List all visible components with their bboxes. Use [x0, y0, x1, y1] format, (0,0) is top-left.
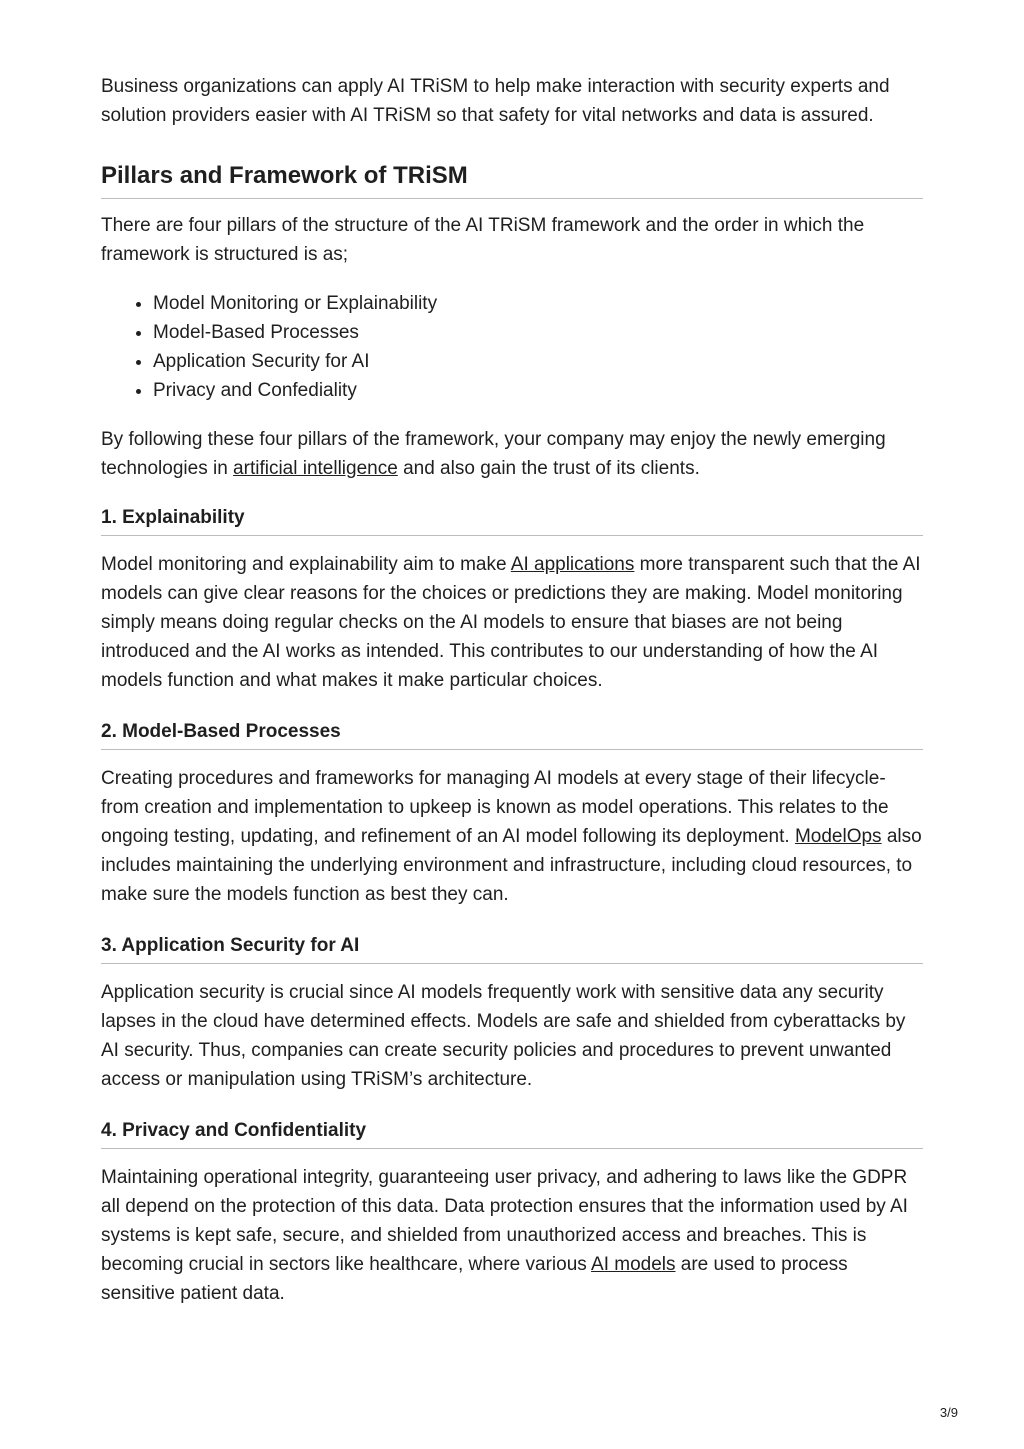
- paragraph-text: Creating procedures and frameworks for managing AI models at every stage of their lifecycle- from creation and implementation to upkeep is known as model operations. This relates to the ongoing testing, updating, and refinement of an AI model following its deployment.: [101, 768, 889, 847]
- paragraph-text: By following these four pillars of the framework, your company may enjoy the newly emerging technologies in: [101, 429, 886, 479]
- application-security-paragraph: Application security is crucial since AI models frequently work with sensitive data any security lapses in the cloud have determined effects. Models are safe and shielded from cyberattacks by AI security. Thus, companies can create security policies and procedures to prevent unwanted access or manipulation using TRiSM’s architecture.: [101, 982, 906, 1090]
- section-heading-explainability: 1. Explainability: [101, 505, 923, 536]
- pillar-list-item: • Model Monitoring or Explainability: [153, 289, 923, 318]
- paragraph-text: and also gain the trust of its clients.: [397, 458, 700, 479]
- paragraph-text: are used to process sensitive patient data.: [101, 1254, 848, 1304]
- pillar-list-item: • Application Security for AI: [153, 347, 923, 376]
- paragraph-text: Maintaining operational integrity, guaranteeing user privacy, and adhering to laws like the GDPR all depend on the protection of this data. Data protection ensures that the information used by AI systems is kept safe, secure, and shielded from unauthorized access and breaches. This is becoming crucial in sectors like healthcare, where various: [101, 1167, 908, 1275]
- section-heading-application-security: 3. Application Security for AI: [101, 933, 923, 964]
- pillars-intro-paragraph: There are four pillars of the structure of the AI TRiSM framework and the order in which the framework is structured is as;: [101, 215, 865, 265]
- section-heading-model-based-processes: 2. Model-Based Processes: [101, 719, 923, 750]
- paragraph-text: also includes maintaining the underlying environment and infrastructure, including cloud resources, to make sure the models function as best they can.: [101, 826, 922, 905]
- explainability-paragraph: [101, 550, 923, 695]
- ai-applications-link[interactable]: AI applications: [510, 554, 635, 575]
- pillar-list-item: • Privacy and Confediality: [153, 376, 923, 405]
- page-number: 3/9: [939, 1405, 958, 1420]
- pillar-list-item: • Model-Based Processes: [153, 318, 923, 347]
- pillars-follow-paragraph: [101, 425, 923, 483]
- pillars-list: [101, 289, 923, 405]
- pillars-heading: Pillars and Framework of TRiSM: [101, 160, 923, 199]
- document-page: [101, 72, 923, 1308]
- paragraph-text: Model monitoring and explainability aim to make: [101, 554, 511, 575]
- paragraph-text: more transparent such that the AI models can give clear reasons for the choices or predictions they are making. Model monitoring simply means doing regular checks on the AI models to ensure that biases are not being introduced and the AI works as intended. This contributes to our understanding of how the AI models function and what makes it make particular choices.: [101, 554, 921, 691]
- artificial-intelligence-link[interactable]: artificial intelligence: [233, 458, 398, 479]
- section-heading-privacy-confidentiality: 4. Privacy and Confidentiality: [101, 1118, 923, 1149]
- modelops-link[interactable]: ModelOps: [794, 826, 882, 847]
- intro-paragraph: Business organizations can apply AI TRiSM to help make interaction with security experts and solution providers easier with AI TRiSM so that safety for vital networks and data is assured.: [101, 76, 890, 126]
- ai-models-link[interactable]: AI models: [591, 1254, 676, 1275]
- privacy-confidentiality-paragraph: [101, 1163, 923, 1308]
- model-based-processes-paragraph: [101, 764, 923, 909]
